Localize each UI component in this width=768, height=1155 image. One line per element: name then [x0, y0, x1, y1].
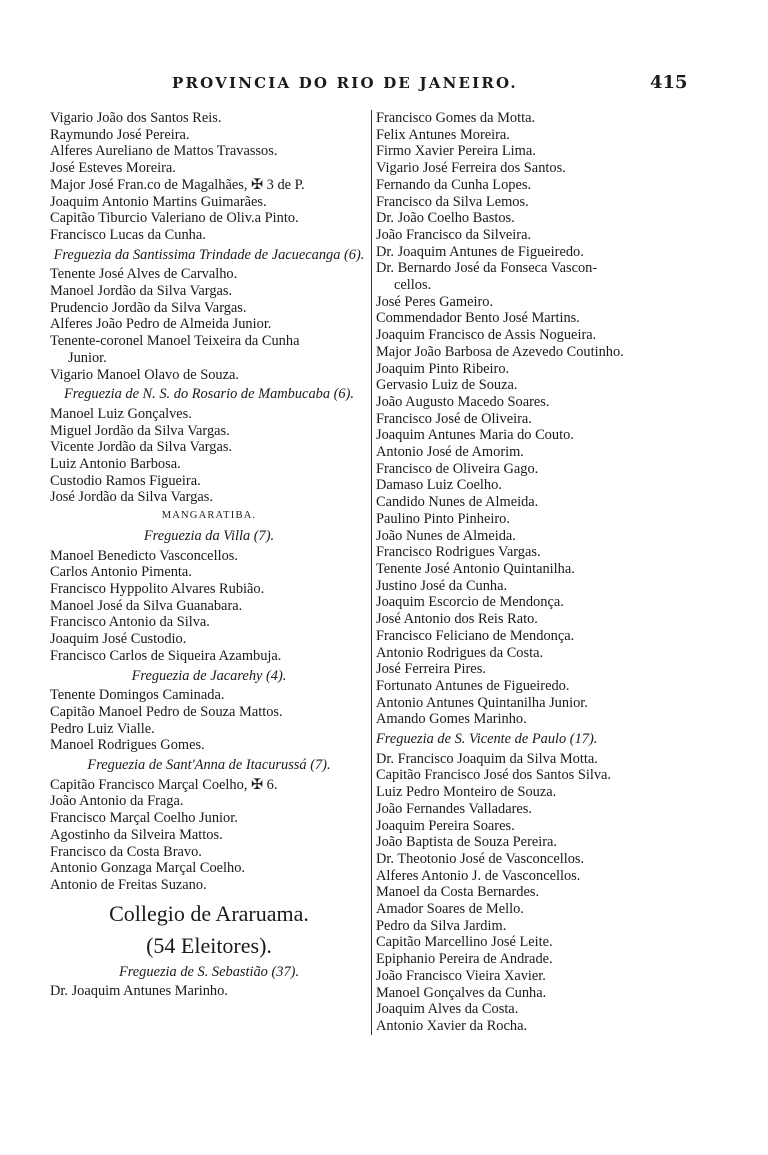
list-item: Antonio Xavier da Rocha. [376, 1017, 528, 1034]
list-item: João Francisco Vieira Xavier. [376, 967, 546, 984]
list-item: Major João Barbosa de Azevedo Coutinho. [376, 343, 624, 360]
parish-heading: Freguezia de Jacarehy (4). [131, 667, 287, 684]
list-item: Joaquim Escorcio de Mendonça. [376, 594, 564, 611]
list-item: Manoel José da Silva Guanabara. [50, 597, 243, 614]
list-item: Miguel Jordão da Silva Vargas. [50, 422, 230, 439]
list-item: Pedro da Silva Jardim. [376, 917, 507, 934]
parish-heading: Freguezia de N. S. do Rosario de Mambucaba (6). [63, 386, 355, 403]
list-item: Candido Nunes de Almeida. [376, 494, 539, 511]
list-item: Tenente-coronel Manoel Teixeira da Cunha [50, 333, 300, 350]
list-item: Joaquim Alves da Costa. [376, 1001, 519, 1018]
list-item: Joaquim Pereira Soares. [376, 817, 515, 834]
list-item: Joaquim Francisco de Assis Nogueira. [376, 327, 597, 344]
list-item: Luiz Antonio Barbosa. [50, 456, 181, 473]
list-item: João Francisco da Silveira. [376, 226, 532, 243]
list-item: Alferes Aureliano de Mattos Travassos. [50, 143, 278, 160]
list-item: Manoel Gonçalves da Cunha. [376, 984, 547, 1001]
list-item: Luiz Pedro Monteiro de Souza. [376, 784, 557, 801]
parish-heading: Freguezia da Santissima Trindade de Jacuecanga (6). [53, 246, 365, 263]
list-item: João Augusto Macedo Soares. [376, 393, 550, 410]
page-title: PROVINCIA DO RIO DE JANEIRO. [172, 74, 518, 92]
list-item: Vigario Manoel Olavo de Souza. [50, 366, 239, 383]
list-item: Manoel da Costa Bernardes. [376, 884, 540, 901]
list-item: Francisco Lucas da Cunha. [50, 226, 206, 243]
list-item: Dr. Francisco Joaquim da Silva Motta. [376, 750, 598, 767]
list-item: Dr. Joaquim Antunes Marinho. [50, 983, 228, 1000]
list-item: José Ferreira Pires. [376, 661, 486, 678]
list-item: Tenente Domingos Caminada. [50, 687, 225, 704]
list-item: Justino José da Cunha. [376, 577, 508, 594]
list-item: Francisco Carlos de Siqueira Azambuja. [50, 647, 282, 664]
list-item: Capitão Francisco Marçal Coelho, ✠ 6. [50, 776, 278, 793]
list-item: Antonio Rodrigues da Costa. [376, 644, 544, 661]
list-item: Pedro Luiz Vialle. [50, 720, 155, 737]
municipality-heading: MANGARATIBA. [161, 510, 257, 522]
list-item: Amador Soares de Mello. [376, 901, 524, 918]
list-item: Vigario João dos Santos Reis. [50, 110, 222, 126]
list-item: Paulino Pinto Pinheiro. [376, 510, 510, 527]
list-item: Fernando da Cunha Lopes. [376, 176, 532, 193]
list-item: Amando Gomes Marinho. [376, 711, 527, 728]
list-item: Dr. Joaquim Antunes de Figueiredo. [376, 243, 584, 260]
list-item: Fortunato Antunes de Figueiredo. [376, 677, 570, 694]
list-item: Custodio Ramos Figueira. [50, 472, 201, 489]
list-item: Dr. Bernardo José da Fonseca Vascon- [376, 260, 598, 277]
list-item: Epiphanio Pereira de Andrade. [376, 951, 553, 968]
list-item: Gervasio Luiz de Souza. [376, 377, 518, 394]
list-item: João Baptista de Souza Pereira. [376, 834, 558, 851]
list-item: Antonio Gonzaga Marçal Coelho. [50, 860, 246, 877]
left-column [50, 110, 368, 1000]
list-item: Commendador Bento José Martins. [376, 310, 580, 327]
list-item: Capitão Tiburcio Valeriano de Oliv.a Pinto. [50, 210, 299, 227]
parish-heading: Freguezia de Sant'Anna de Itacurussá (7). [87, 757, 331, 774]
list-item: Raymundo José Pereira. [50, 126, 190, 143]
list-item: Manoel Rodrigues Gomes. [50, 737, 205, 754]
list-item: João Antonio da Fraga. [50, 793, 184, 810]
list-item: José Antonio dos Reis Rato. [376, 611, 538, 628]
list-item: Felix Antunes Moreira. [376, 126, 510, 143]
list-item: Dr. João Coelho Bastos. [376, 210, 515, 227]
college-electors: (54 Eleitores). [146, 932, 272, 958]
list-item: Joaquim Antunes Maria do Couto. [376, 427, 574, 444]
list-item: Alferes Antonio J. de Vasconcellos. [376, 867, 581, 884]
list-item: Capitão Francisco José dos Santos Silva. [376, 767, 612, 784]
list-item: Francisco Gomes da Motta. [376, 110, 536, 126]
list-item: Vicente Jordão da Silva Vargas. [50, 439, 233, 456]
list-item: Francisco José de Oliveira. [376, 410, 532, 427]
list-item: José Peres Gameiro. [376, 293, 494, 310]
list-item: Dr. Theotonio José de Vasconcellos. [376, 850, 585, 867]
list-item: Firmo Xavier Pereira Lima. [376, 143, 536, 160]
page-number: 415 [650, 72, 688, 93]
list-item: Major José Fran.co de Magalhães, ✠ 3 de P. [50, 176, 305, 193]
list-item: Alferes João Pedro de Almeida Junior. [50, 316, 272, 333]
list-item: Francisco de Oliveira Gago. [376, 460, 539, 477]
parish-heading: Freguezia de S. Sebastião (37). [118, 963, 300, 980]
list-item: João Fernandes Valladares. [376, 800, 532, 817]
list-item: Francisco Hyppolito Alvares Rubião. [50, 580, 265, 597]
list-item: Manoel Luiz Gonçalves. [50, 405, 192, 422]
list-item: Francisco Marçal Coelho Junior. [50, 810, 238, 827]
list-item: Capitão Manoel Pedro de Souza Mattos. [50, 703, 283, 720]
list-item: Carlos Antonio Pimenta. [50, 564, 192, 581]
list-item: Agostinho da Silveira Mattos. [50, 826, 223, 843]
list-item: Vigario José Ferreira dos Santos. [376, 160, 566, 177]
list-item: Prudencio Jordão da Silva Vargas. [50, 299, 247, 316]
parish-heading: Freguezia da Villa (7). [143, 527, 275, 544]
list-item: Francisco Feliciano de Mendonça. [376, 627, 575, 644]
list-item-continuation: cellos. [394, 277, 432, 294]
list-item: Francisco Antonio da Silva. [50, 614, 210, 631]
list-item: Joaquim Antonio Martins Guimarães. [50, 193, 267, 210]
list-item: João Nunes de Almeida. [376, 527, 516, 544]
list-item: Antonio Antunes Quintanilha Junior. [376, 694, 588, 711]
list-item: José Jordão da Silva Vargas. [50, 489, 213, 506]
list-item: Capitão Marcellino José Leite. [376, 934, 553, 951]
list-item: José Esteves Moreira. [50, 160, 176, 177]
list-item-continuation: Junior. [68, 349, 107, 366]
list-item: Francisco Rodrigues Vargas. [376, 544, 541, 561]
page-header [0, 74, 768, 98]
list-item: Joaquim José Custodio. [50, 631, 187, 648]
list-item: Antonio José de Amorim. [376, 444, 524, 461]
list-item: Joaquim Pinto Ribeiro. [376, 360, 510, 377]
list-item: Francisco da Costa Bravo. [50, 843, 202, 860]
parish-heading: Freguezia de S. Vicente de Paulo (17). [376, 731, 598, 748]
list-item: Antonio de Freitas Suzano. [50, 876, 207, 893]
list-item: Damaso Luiz Coelho. [376, 477, 502, 494]
list-item: Manoel Benedicto Vasconcellos. [50, 547, 238, 564]
list-item: Tenente José Alves de Carvalho. [50, 266, 238, 283]
college-heading: Collegio de Araruama. [109, 900, 309, 926]
right-column [371, 110, 714, 1035]
list-item: Manoel Jordão da Silva Vargas. [50, 283, 233, 300]
list-item: Francisco da Silva Lemos. [376, 193, 529, 210]
list-item: Tenente José Antonio Quintanilha. [376, 560, 575, 577]
